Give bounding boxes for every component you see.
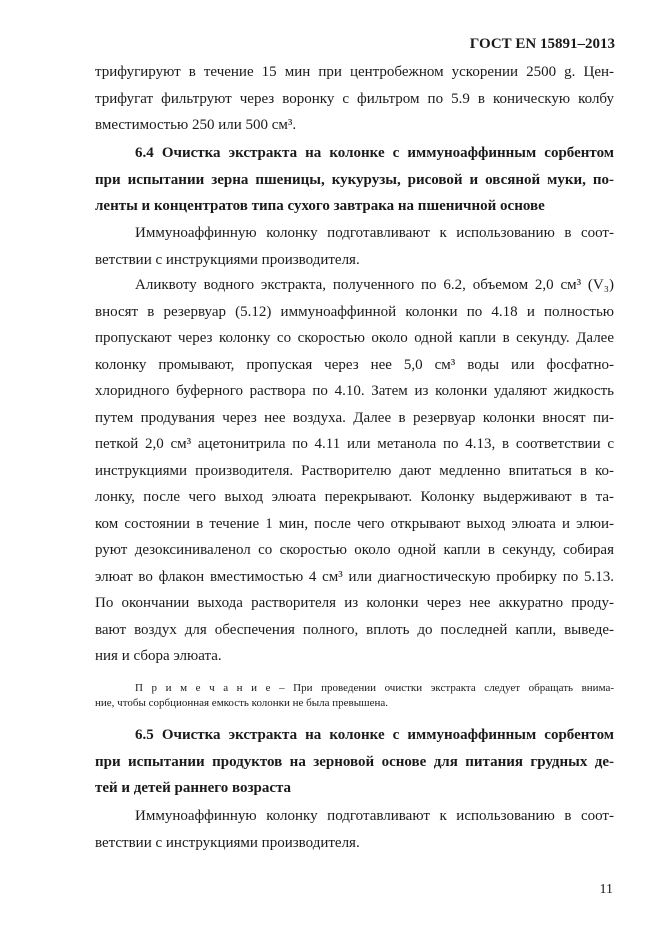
heading-line: 6.5 Очистка экстракта на колонке с иммуноаффинным сорбентом — [135, 727, 614, 743]
text-line: хлоридного буферного раствора по 4.10. Затем из колонки удаляют жидкость — [95, 383, 614, 399]
note-block — [95, 681, 614, 711]
note-line: ние, чтобы сорбционная емкость колонки не была превышена. — [95, 697, 389, 709]
heading-line: 6.4 Очистка экстракта на колонке с иммуноаффинным сорбентом — [135, 145, 614, 161]
paragraph-6-4-prep — [95, 220, 614, 273]
text-line: вместимостью 250 или 500 см³. — [95, 117, 297, 133]
heading-line: тей и детей раннего возраста — [95, 780, 292, 796]
text-line: путем продувания через нее воздуха. Далее в резервуар колонки вносят пи- — [95, 409, 614, 426]
paragraph-continuation — [95, 59, 614, 139]
text-line: Иммуноаффинную колонку подготавливают к использованию в соот- — [135, 225, 614, 241]
text-line: трифугат фильтруют через воронку с фильтром по 5.9 в коническую колбу — [95, 90, 614, 107]
paragraph-6-5-prep — [95, 803, 614, 856]
paragraph-6-4-procedure — [95, 272, 614, 670]
text-line: вают воздух для обеспечения полного, вплоть до последней капли, выведе- — [95, 621, 614, 638]
text-line: руют дезоксиниваленол со скоростью около одной капли в секунду, собирая — [95, 542, 614, 558]
text-line: Иммуноаффинную колонку подготавливают к использованию в соот- — [135, 808, 614, 824]
section-6-5-heading — [95, 722, 614, 802]
text-line: трифугируют в течение 15 мин при центробежном ускорении 2500 g. Цен- — [95, 64, 614, 80]
text-line: Аликвоту водного экстракта, полученного по 6.2, объемом 2,0 см³ (V₃) — [135, 277, 614, 293]
section-6-4-heading — [95, 140, 614, 220]
note-line: П р и м е ч а н и е – При проведении очистки экстракта следует обращать внима- — [135, 682, 614, 694]
heading-line: ленты и концентратов типа сухого завтрака на пшеничной основе — [95, 198, 545, 214]
text-line: ния и сбора элюата. — [95, 648, 222, 664]
document-header: ГОСТ EN 15891–2013 — [469, 36, 615, 52]
text-line: ветствии с инструкциями производителя. — [95, 834, 360, 851]
text-line: петкой 2,0 см³ ацетонитрила по 4.11 или метанола по 4.13, в соответствии с — [95, 436, 614, 452]
text-line: ветствии с инструкциями производителя. — [95, 251, 360, 268]
text-line: колонку промывают, пропуская через нее 5,0 см³ воды или фосфатно- — [95, 356, 614, 373]
text-line: лонку, после чего выход элюата перекрывают. Колонку выдерживают в та- — [95, 489, 614, 505]
text-line: пропускают через колонку со скоростью около одной капли в секунду. Далее — [95, 330, 614, 346]
text-line: вносят в резервуар (5.12) иммуноаффинной колонки по 4.18 и полностью — [95, 303, 614, 320]
text-line: элюат во флакон вместимостью 4 см³ или диагностическую пробирку по 5.13. — [95, 568, 614, 585]
text-line: ком состоянии в течение 1 мин, после чего открывают выход элюата и элюи- — [95, 515, 614, 532]
heading-line: при испытании зерна пшеницы, кукурузы, рисовой и овсяной муки, по- — [95, 171, 614, 188]
heading-line: при испытании продуктов на зерновой основе для питания грудных де- — [95, 753, 614, 770]
text-line: инструкциями производителя. Растворителю дают медленно впитаться в ко- — [95, 462, 614, 479]
text-line: По окончании выхода растворителя из колонки через нее аккуратно проду- — [95, 595, 614, 611]
page-number: 11 — [599, 882, 613, 897]
